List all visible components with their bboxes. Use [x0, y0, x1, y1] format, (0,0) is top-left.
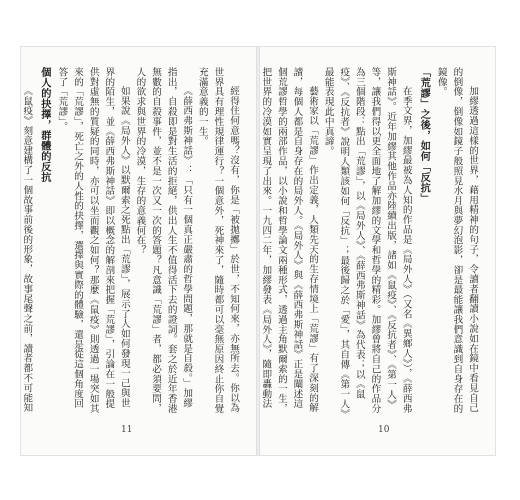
right-paragraph: 在季文界，加繆最被為人知的作品是《局外人》（又名《異鄉人》），《薛西弗斯神話》。近年加繆其他作品亦陸續出版，諸如《鼠疫》、《反抗者》、《第一人》等，讓我們得以更全面地了解加繆的文學和哲學的精彩。加繆曾將自己的作品分為三個階段：點出「荒謬」，以《局外人》、《薛西弗斯神話》為代表；以《鼠疫》、《反抗者》說明人類該如何「反抗」；最後歸之於「愛」，其自傳《第一人》最能表現此中真諦。 [322, 67, 412, 415]
right-paragraph: 加繆透過這樣的世界，藉用精神的句子，令讀者翻讀小說如在鏡中看見自己的倒像，倒像如鏡子般照見水月與夢幻泡影，卻是最能讓我們意識到自身存在的鏡像。 [435, 67, 478, 414]
left-paragraph: 如果說《局外人》以默爾索之死點出「荒謬」，展示了人如何發現一己與世界的陌生，並《薛西弗斯神話》即以概念的解剖來把握「荒謬」，引論在一般提供對虛無的質疑的同時，亦可以坐而觀之如何？那麼《鼠疫》則透過一場突如其來的「荒謬」，死亡之外的人性的抉擇，選擇與實際的體驗，還是從這個角度回答了「荒謬」。 [56, 67, 130, 414]
left-page-text [21, 67, 241, 417]
right-page [260, 47, 495, 455]
right-paragraph: 藝術家以「荒謬」作出定義，人類先天的生存情境上「荒謬」有了深刻的解讀，每個人都是自身存在的局外人。《局外人》與《薛西弗斯神話》正是闡述這個荒謬哲學的兩部作品，以小說和哲學論文兩種形式，透過主角默爾索的一生，把世界的冷漠如實呈現了出來。一九四二年，加繆發表《局外人》，隨即轟動法 [260, 67, 319, 414]
section-heading: 「荒謬」之後，如何「反抗」 [418, 67, 430, 204]
page-number: 10 [378, 425, 390, 435]
right-page-text [260, 67, 480, 417]
left-paragraph: 《鼠疫》刻意建構了一個故事前後的形象，故事尾聲之前，讀者都不可能知 [21, 86, 33, 413]
page-number: 11 [121, 425, 133, 435]
left-paragraph: 經得住何意嗎？沒有，你是「被拋擲」於世，不知何來，亦無所去。你以為世界具有理性規律運行？一個意外，死神來了，隨時都可以毫無原因終止你自覺充滿意義的一生。 [196, 67, 239, 414]
book-spread [20, 46, 496, 456]
section-heading: 個人的抉擇，群體的反抗 [38, 67, 50, 183]
left-paragraph: 《薛西弗斯神話》：「只有一個真正嚴肅的哲學問題，那就是自殺。」加繆指出，自殺即是對生活的拒絕，供出人生不值得活下去的證詞。套之於近年香港無數的自殺事件，並不是一次又一次的答題？凡意識「荒謬」者，都必須要問，人的欲求與世界的冷漠，生存的意義何在？ [134, 67, 193, 414]
left-page [21, 47, 256, 455]
